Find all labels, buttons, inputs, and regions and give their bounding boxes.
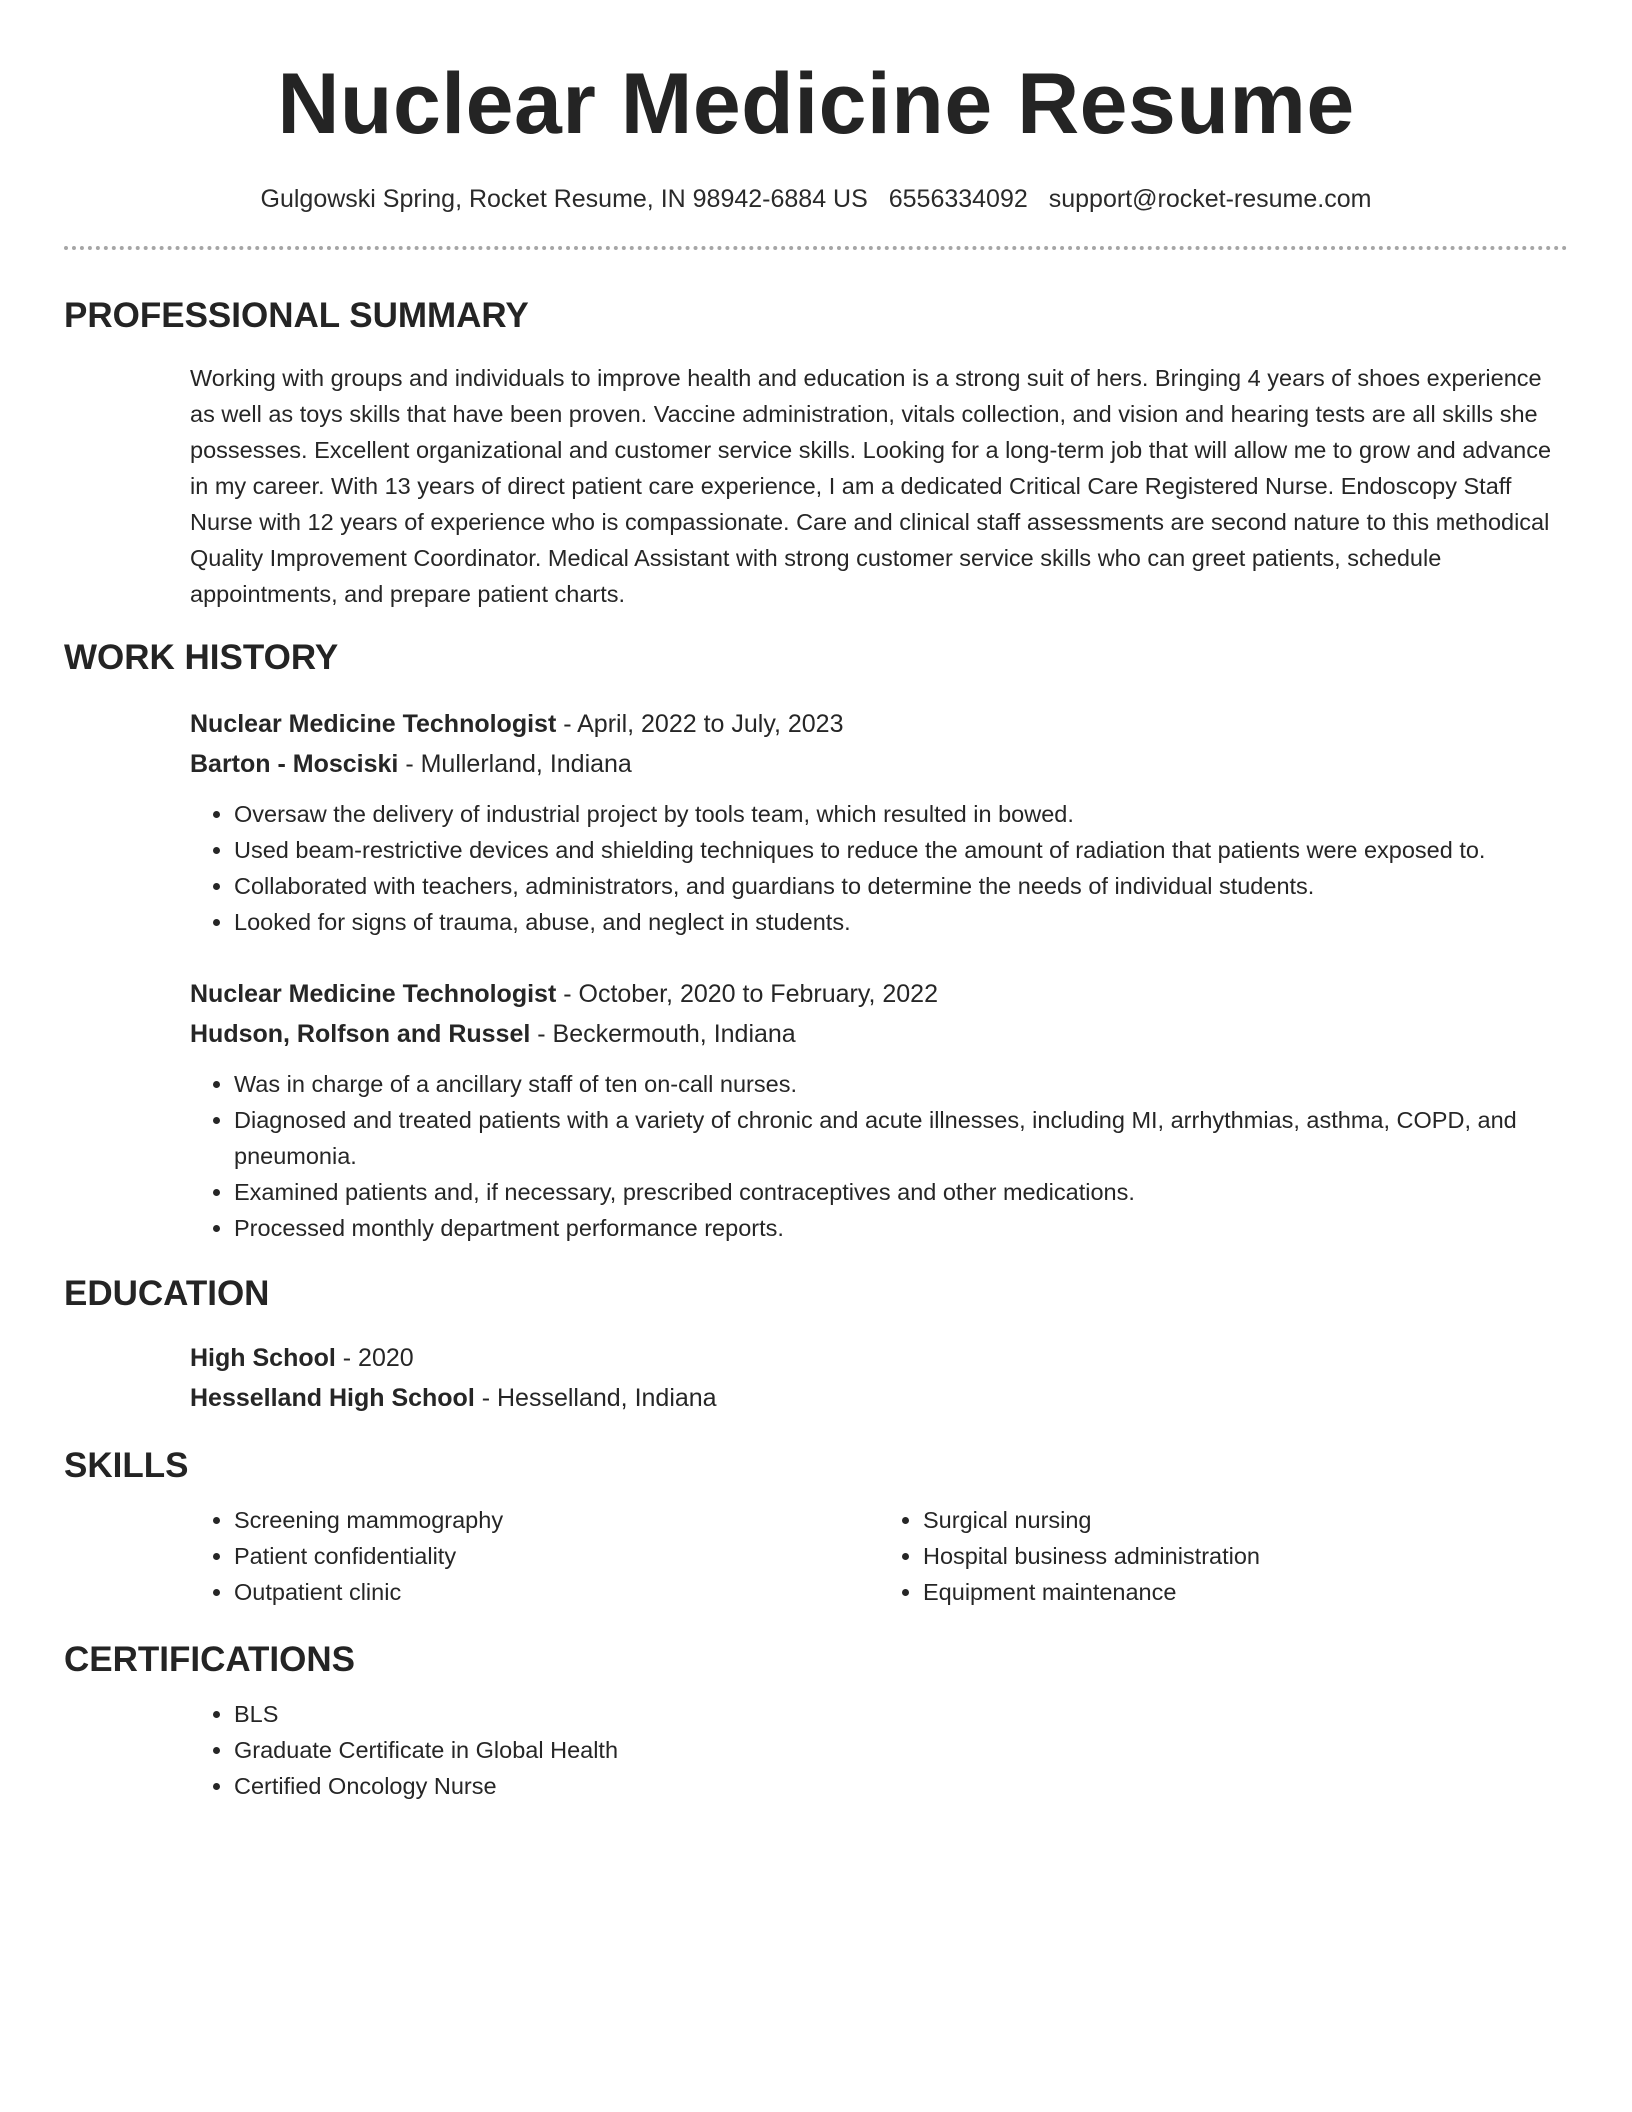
- job-bullet: • Looked for signs of trauma, abuse, and neglect in students.: [234, 904, 1568, 940]
- certifications-body: [190, 1696, 1568, 1804]
- education-entry: [190, 1338, 1568, 1418]
- job-position: Nuclear Medicine Technologist: [190, 710, 557, 738]
- section-title-summary: PROFESSIONAL SUMMARY: [64, 296, 529, 335]
- job-entry: [190, 704, 1568, 940]
- job-bullet: • Used beam-restrictive devices and shielding techniques to reduce the amount of radiation that patients were exposed to.: [234, 832, 1568, 868]
- certifications-list: [190, 1696, 1568, 1804]
- job-bullet: • Was in charge of a ancillary staff of ten on-call nurses.: [234, 1066, 1568, 1102]
- skill-item: • Hospital business administration: [923, 1538, 1568, 1574]
- header-divider: [64, 246, 1568, 250]
- education-school: Hesselland High School: [190, 1384, 475, 1412]
- skills-column-left: [190, 1502, 879, 1610]
- job-bullets: [190, 1066, 1568, 1246]
- skill-item: • Patient confidentiality: [234, 1538, 879, 1574]
- skill-item: • Screening mammography: [234, 1502, 879, 1538]
- education-degree: High School: [190, 1344, 336, 1372]
- job-bullet: • Oversaw the delivery of industrial project by tools team, which resulted in bowed.: [234, 796, 1568, 832]
- work-history-list: [190, 704, 1568, 1246]
- job-employer: Barton - Mosciski: [190, 750, 399, 778]
- job-location: - Mullerland, Indiana: [398, 750, 632, 778]
- resume-name: Nuclear Medicine Resume: [277, 56, 1355, 152]
- skill-item: • Equipment maintenance: [923, 1574, 1568, 1610]
- section-title-skills: SKILLS: [64, 1446, 189, 1485]
- contact-address: Gulgowski Spring, Rocket Resume, IN 98942-6884 US: [260, 185, 868, 213]
- job-bullets: [190, 796, 1568, 940]
- education-year: - 2020: [335, 1344, 414, 1372]
- skills-grid: [190, 1502, 1568, 1610]
- job-dates: - April, 2022 to July, 2023: [556, 710, 844, 738]
- skill-item: • Surgical nursing: [923, 1502, 1568, 1538]
- certification-item: • Certified Oncology Nurse: [234, 1768, 1568, 1804]
- section-title-education: EDUCATION: [64, 1274, 270, 1313]
- certification-item: • BLS: [234, 1696, 1568, 1732]
- job-title-line: [190, 704, 1568, 744]
- skills-column-right: [879, 1502, 1568, 1610]
- skill-item: • Outpatient clinic: [234, 1574, 879, 1610]
- contact-line: [64, 182, 1568, 216]
- job-title-line: [190, 974, 1568, 1014]
- summary-text: Working with groups and individuals to improve health and education is a strong suit of hers. Bringing 4 years of shoes experience as well as toys skills that have been proven. Vaccine administration, vitals collection, and vision and hearing tests are all skills she possesses. Excellent organizational and customer service skills. Looking for a long-term job that will allow me to grow and advance in my career. With 13 years of direct patient care experience, I am a dedicated Critical Care Registered Nurse. Endoscopy Staff Nurse with 12 years of experience who is compassionate. Care and clinical staff assessments are second nature to this methodical Quality Improvement Coordinator. Medical Assistant with strong customer service skills who can greet patients, schedule appointments, and prepare patient charts.: [190, 365, 1552, 607]
- job-employer-line: [190, 744, 1568, 784]
- job-bullet: • Processed monthly department performance reports.: [234, 1210, 1568, 1246]
- job-bullet: • Collaborated with teachers, administrators, and guardians to determine the needs of individual students.: [234, 868, 1568, 904]
- education-degree-line: [190, 1338, 1568, 1378]
- contact-phone: 6556334092: [888, 185, 1028, 213]
- education-school-line: [190, 1378, 1568, 1418]
- job-position: Nuclear Medicine Technologist: [190, 980, 557, 1008]
- job-employer-line: [190, 1014, 1568, 1054]
- contact-email: support@rocket-resume.com: [1048, 185, 1372, 213]
- education-location: - Hesselland, Indiana: [474, 1384, 717, 1412]
- job-dates: - October, 2020 to February, 2022: [556, 980, 938, 1008]
- job-entry: [190, 974, 1568, 1246]
- section-title-certifications: CERTIFICATIONS: [64, 1640, 356, 1679]
- job-bullet: • Diagnosed and treated patients with a variety of chronic and acute illnesses, including MI, arrhythmias, asthma, COPD, and pneumonia.: [234, 1102, 1568, 1174]
- certification-item: • Graduate Certificate in Global Health: [234, 1732, 1568, 1768]
- section-title-work-history: WORK HISTORY: [64, 638, 339, 677]
- job-employer: Hudson, Rolfson and Russel: [190, 1020, 531, 1048]
- job-location: - Beckermouth, Indiana: [530, 1020, 796, 1048]
- job-bullet: • Examined patients and, if necessary, prescribed contraceptives and other medications.: [234, 1174, 1568, 1210]
